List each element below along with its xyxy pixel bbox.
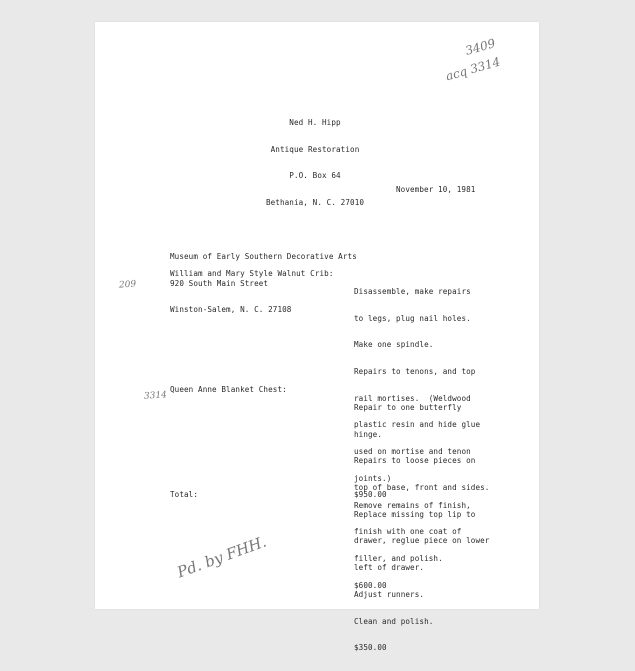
letterhead [245, 101, 385, 226]
recipient-address [170, 235, 357, 333]
total-amount: $950.00 [354, 490, 387, 499]
description-line: Repair to one butterfly [354, 402, 462, 412]
description-line: Disassemble, make repairs [354, 286, 471, 296]
description-line: finish with one coat of [354, 527, 462, 537]
item-name: Queen Anne Blanket Chest: [170, 385, 287, 394]
description-line: used on mortise and tenon [354, 447, 471, 457]
total-label: Total: [170, 490, 199, 499]
letterhead-line: Ned H. Hipp [289, 117, 341, 127]
description-line: to legs, plug nail holes. [354, 313, 471, 323]
handwritten-paid-note: Pd. by FHH. [174, 532, 269, 582]
description-line: Adjust runners. [354, 589, 425, 599]
item-price: $350.00 [354, 643, 387, 653]
description-line: plastic resin and hide glue [354, 420, 481, 430]
recipient-line: Winston-Salem, N. C. 27108 [170, 305, 292, 315]
description-line: Remove remains of finish, [354, 500, 471, 510]
description-line: Make one spindle. [354, 340, 434, 350]
description-line: Repairs to tenons, and top [354, 366, 476, 376]
recipient-line: Museum of Early Southern Decorative Arts [170, 251, 357, 261]
handwritten-note: 3409 [463, 36, 497, 58]
description-line: drawer, reglue piece on lower [354, 536, 490, 546]
description-line: Replace missing top lip to [354, 509, 476, 519]
item-name: William and Mary Style Walnut Crib: [170, 269, 334, 278]
description-line: Clean and polish. [354, 616, 434, 626]
item-description [354, 386, 489, 671]
letterhead-line: P.O. Box 64 [289, 171, 341, 181]
description-line: hinge. [354, 429, 383, 439]
description-line: joints.) [354, 473, 392, 483]
description-line: Repairs to loose pieces on [354, 456, 476, 466]
handwritten-note: 3314 [143, 390, 168, 402]
handwritten-note: 209 [118, 279, 137, 291]
description-line: rail mortises. (Weldwood [354, 393, 471, 403]
document-page [95, 22, 539, 653]
recipient-line: 920 South Main Street [170, 278, 269, 288]
letterhead-line: Antique Restoration [270, 144, 360, 154]
description-line: top of base, front and sides. [354, 482, 490, 492]
handwritten-note: acq 3314 [444, 54, 502, 84]
letter-date: November 10, 1981 [396, 185, 476, 194]
item-price: $600.00 [354, 580, 387, 590]
description-line: filler, and polish. [354, 554, 443, 563]
description-line: left of drawer. [354, 563, 425, 573]
letterhead-line: Bethania, N. C. 27010 [265, 197, 365, 207]
